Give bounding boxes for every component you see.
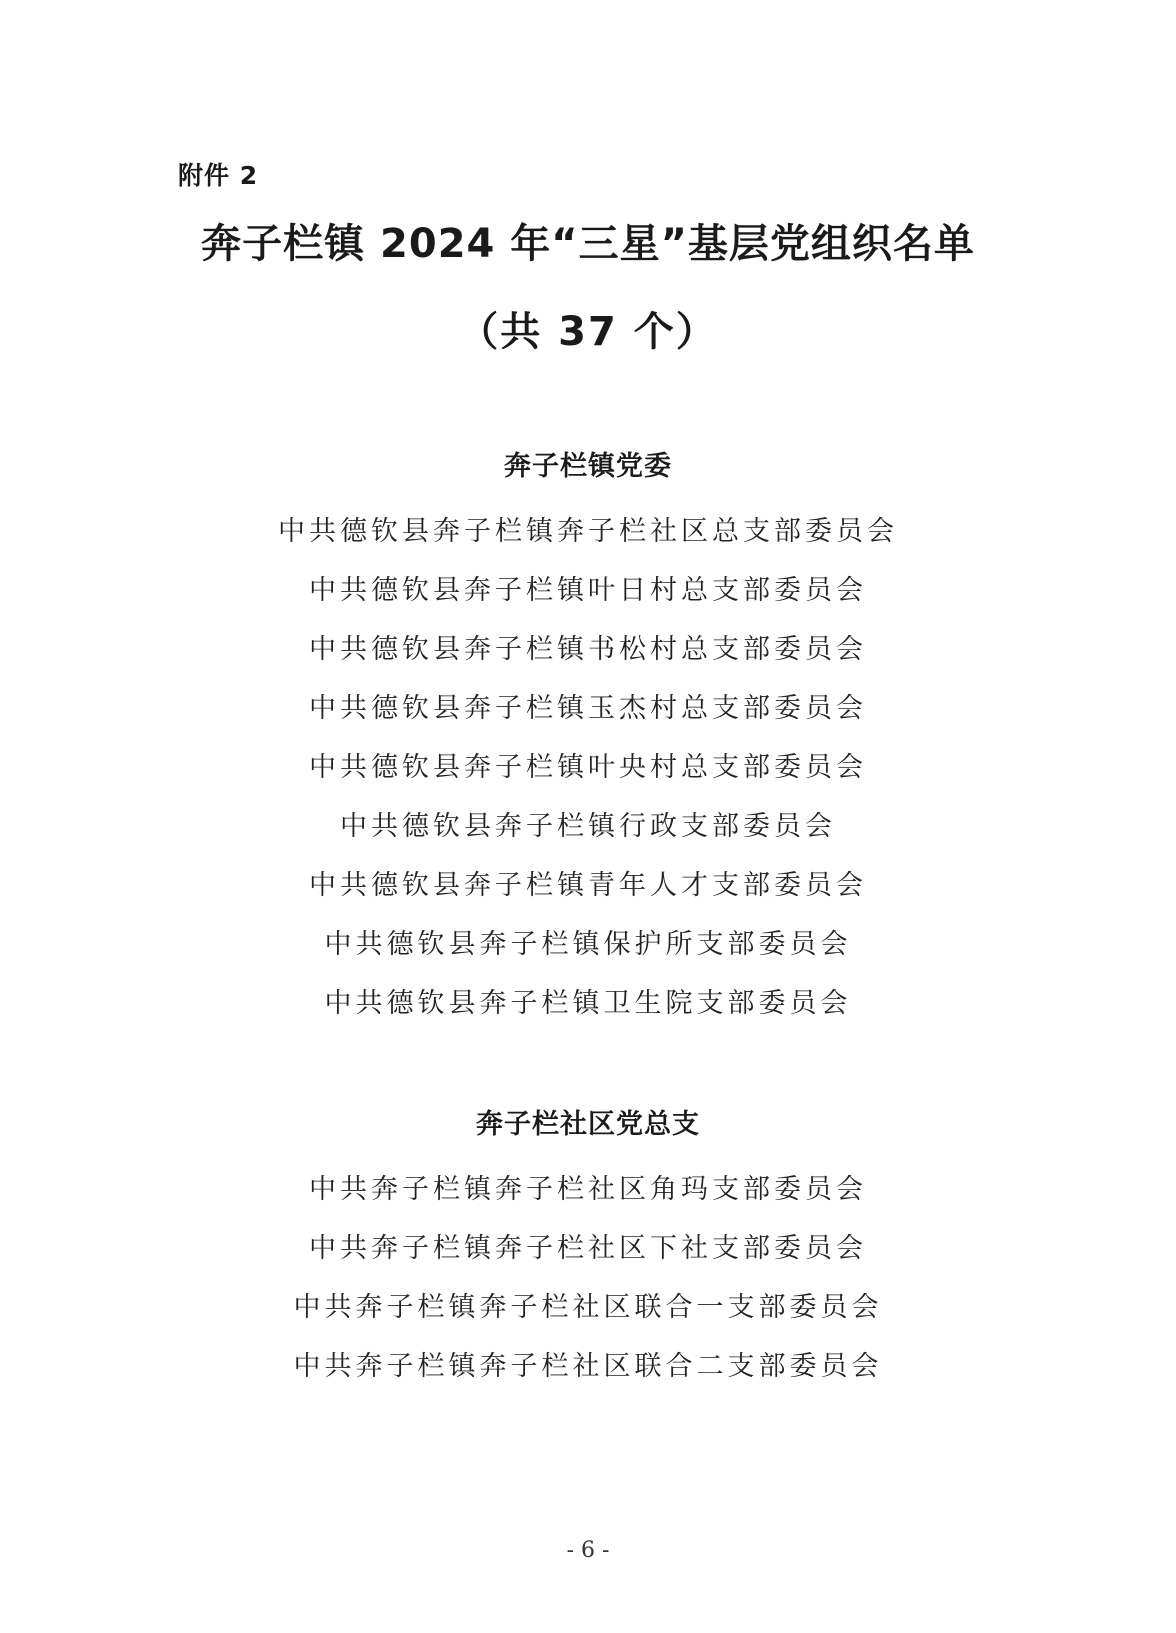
section-heading: 奔子栏镇党委 [504, 451, 672, 482]
section-heading: 奔子栏社区党总支 [476, 1109, 700, 1140]
list-item: 中共德钦县奔子栏镇行政支部委员会 [340, 811, 836, 842]
list-item: 中共德钦县奔子栏镇青年人才支部委员会 [309, 870, 867, 901]
section-town-party-committee [0, 448, 1176, 1033]
list-item: 中共德钦县奔子栏镇玉杰村总支部委员会 [309, 693, 867, 724]
section-community-general-branch [0, 1106, 1176, 1396]
list-item: 中共德钦县奔子栏镇卫生院支部委员会 [324, 988, 852, 1019]
list-item: 中共德钦县奔子栏镇书松村总支部委员会 [309, 634, 867, 665]
document-title: 奔子栏镇 2024 年“三星”基层党组织名单 [201, 221, 975, 267]
list-item: 中共德钦县奔子栏镇奔子栏社区总支部委员会 [278, 516, 898, 547]
list-item: 中共奔子栏镇奔子栏社区联合一支部委员会 [293, 1292, 883, 1323]
page-number: - 6 - [566, 1538, 610, 1563]
organization-list [0, 502, 1176, 1033]
list-item: 中共奔子栏镇奔子栏社区下社支部委员会 [309, 1233, 867, 1264]
list-item: 中共德钦县奔子栏镇叶央村总支部委员会 [309, 752, 867, 783]
list-item: 中共德钦县奔子栏镇保护所支部委员会 [324, 929, 852, 960]
list-item: 中共奔子栏镇奔子栏社区联合二支部委员会 [293, 1351, 883, 1382]
document-subtitle: （共 37 个） [458, 309, 718, 355]
organization-list [0, 1160, 1176, 1396]
list-item: 中共奔子栏镇奔子栏社区角玛支部委员会 [309, 1174, 867, 1205]
list-item: 中共德钦县奔子栏镇叶日村总支部委员会 [309, 575, 867, 606]
attachment-label: 附件 2 [178, 161, 259, 190]
